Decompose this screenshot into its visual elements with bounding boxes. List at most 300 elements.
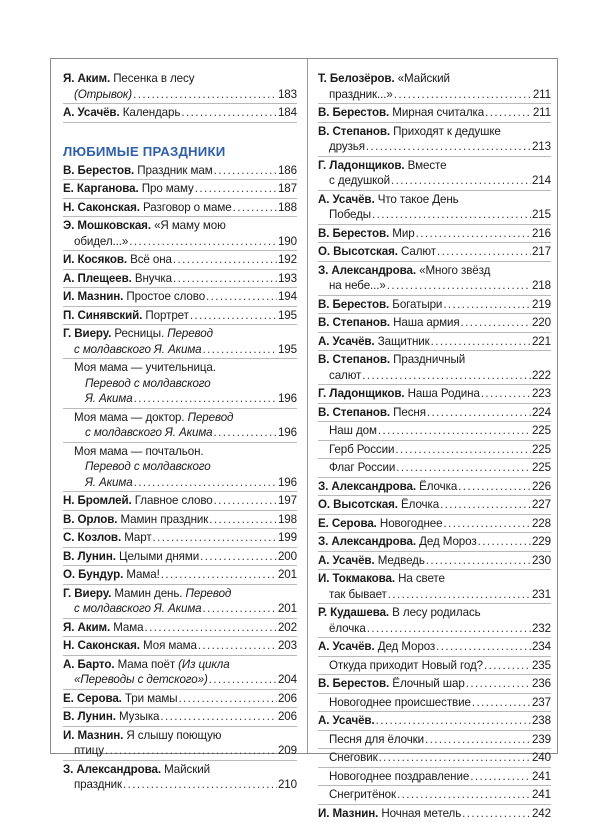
entry-text	[63, 567, 160, 583]
entry-title: Мир	[389, 227, 414, 240]
entry-title: Майский	[161, 763, 210, 776]
dot-leader	[123, 777, 277, 793]
toc-line	[63, 709, 297, 725]
author-name: В. Берестов.	[318, 227, 389, 240]
author-name: Н. Бромлей.	[63, 494, 132, 507]
page-number: 225	[532, 423, 551, 439]
entry-text	[63, 691, 177, 707]
author-name: А. Усачёв.	[318, 335, 375, 348]
author-name: Я. Аким.	[63, 72, 110, 85]
toc-line	[318, 226, 551, 242]
toc-entry	[63, 270, 297, 289]
author-name: Н. Саконская.	[63, 201, 140, 214]
entry-text	[318, 386, 480, 402]
toc-line	[318, 639, 551, 655]
page-number: 217	[532, 244, 551, 260]
entry-title: Песня	[390, 406, 426, 419]
entry-title: Моя мама — доктор.	[74, 411, 185, 424]
dot-leader	[378, 423, 531, 439]
entry-text	[63, 530, 152, 546]
entry-text	[329, 460, 395, 476]
entry-text	[318, 244, 436, 260]
entry-text	[74, 743, 104, 759]
author-name: Т. Белозёров.	[318, 72, 395, 85]
entry-title: Календарь	[120, 106, 181, 119]
toc-entry	[63, 443, 297, 493]
toc-entry	[318, 805, 551, 822]
page-number: 206	[278, 709, 297, 725]
toc-entry	[318, 314, 551, 333]
entry-title: Новогоднее поздравление	[329, 770, 469, 783]
dot-leader	[440, 497, 531, 513]
page-number: 211	[533, 87, 551, 103]
dot-leader	[105, 743, 277, 759]
entry-title: ёлочка	[329, 622, 366, 635]
entry-title: Мамин день.	[111, 587, 182, 600]
toc-line	[63, 105, 297, 121]
toc-line	[318, 587, 551, 603]
toc-line	[63, 549, 297, 565]
toc-line	[318, 263, 551, 279]
entry-title: Дед Мороз	[416, 535, 477, 548]
dot-leader	[366, 139, 531, 155]
entry-text	[318, 352, 465, 368]
entry-text	[63, 549, 199, 565]
page-number: 222	[532, 368, 551, 384]
toc-line	[318, 806, 551, 822]
page-number: 223	[532, 386, 551, 402]
entry-text	[329, 87, 393, 103]
toc-entry	[318, 441, 551, 460]
author-name: А. Усачёв.	[318, 193, 375, 206]
entry-text	[74, 672, 208, 688]
entry-text	[318, 516, 442, 532]
entry-text	[318, 105, 484, 121]
entry-title: обидел...»	[74, 235, 128, 248]
author-name: А. Барто.	[63, 658, 114, 671]
entry-text	[318, 192, 459, 208]
dot-leader	[367, 621, 531, 637]
entry-text	[85, 475, 133, 491]
entry-text	[63, 762, 210, 778]
page-number: 193	[278, 271, 297, 287]
entry-title: Мама поёт	[114, 658, 175, 671]
dot-leader	[209, 672, 277, 688]
dot-leader	[372, 207, 531, 223]
dot-leader	[462, 806, 531, 822]
toc-line	[74, 425, 297, 441]
entry-title-italic: Перевод	[185, 411, 234, 424]
toc-entry	[318, 570, 551, 604]
entry-title: Снеговик	[329, 751, 378, 764]
dot-leader	[484, 658, 531, 674]
entry-text	[74, 777, 122, 793]
entry-text	[85, 425, 213, 441]
toc-line	[318, 479, 551, 495]
entry-title: птицу	[74, 744, 104, 757]
page-number: 230	[532, 553, 551, 569]
entry-text	[329, 787, 396, 803]
page-number: 187	[278, 181, 297, 197]
dot-leader	[233, 200, 277, 216]
toc-entry	[63, 548, 297, 567]
toc-line	[318, 621, 551, 637]
toc-entry	[63, 690, 297, 709]
dot-leader	[173, 271, 277, 287]
author-name: В. Лунин.	[63, 710, 116, 723]
entry-title: Герб России	[329, 443, 394, 456]
dot-leader	[214, 163, 277, 179]
toc-entry	[63, 637, 297, 656]
author-name: В. Степанов.	[318, 316, 390, 329]
toc-line	[318, 158, 551, 174]
entry-text	[329, 423, 377, 439]
toc-line	[318, 605, 551, 621]
entry-text	[329, 750, 378, 766]
author-name: З. Александрова.	[318, 535, 416, 548]
page-number: 184	[278, 105, 297, 121]
entry-text	[329, 732, 424, 748]
entry-title-italic: «Переводы с детского»)	[74, 673, 208, 686]
toc-line	[63, 743, 297, 759]
page-number: 216	[532, 226, 551, 242]
dot-leader	[395, 442, 531, 458]
toc-right-list	[318, 70, 551, 822]
toc-line	[329, 750, 551, 766]
toc-right-column	[318, 70, 551, 822]
toc-entry	[318, 296, 551, 315]
toc-line	[329, 460, 551, 476]
author-name: Г. Ладонщиков.	[318, 159, 404, 172]
page-number: 225	[532, 460, 551, 476]
toc-line	[318, 676, 551, 692]
page-number: 224	[532, 405, 551, 421]
entry-text	[318, 806, 461, 822]
entry-title: Наша армия	[390, 316, 460, 329]
entry-title: Что такое День	[375, 193, 459, 206]
page-number: 201	[278, 567, 297, 583]
page-number: 232	[532, 621, 551, 637]
dot-leader	[206, 289, 277, 305]
toc-line	[318, 368, 551, 384]
page-number: 209	[278, 743, 297, 759]
entry-title: Ёлочка	[398, 498, 439, 511]
dot-leader	[200, 549, 277, 565]
toc-entry	[318, 786, 551, 805]
dot-leader	[203, 601, 277, 617]
toc-line	[318, 244, 551, 260]
toc-line	[63, 218, 297, 234]
page-number: 201	[278, 601, 297, 617]
page-number: 239	[532, 732, 551, 748]
dot-leader	[461, 315, 531, 331]
entry-text	[63, 512, 208, 528]
page-number: 237	[532, 695, 551, 711]
toc-line	[329, 732, 551, 748]
author-name: Е. Карганова.	[63, 182, 139, 195]
entry-text	[63, 218, 226, 234]
toc-entry	[318, 191, 551, 225]
toc-left-main-list	[63, 162, 297, 794]
toc-line	[318, 173, 551, 189]
toc-entry	[318, 533, 551, 552]
toc-entry	[318, 496, 551, 515]
toc-line	[63, 601, 297, 617]
page-number: 241	[532, 787, 551, 803]
toc-entry	[318, 552, 551, 571]
author-name: Е. Серова.	[318, 517, 377, 530]
dot-leader	[478, 534, 531, 550]
entry-title: «Майский	[395, 72, 450, 85]
toc-entry	[318, 604, 551, 638]
page-number: 242	[532, 806, 551, 822]
entry-title: Моя мама — почтальон.	[74, 445, 204, 458]
dot-leader	[153, 530, 277, 546]
author-name: Г. Ладонщиков.	[318, 387, 404, 400]
entry-text	[318, 226, 415, 242]
toc-line	[63, 728, 297, 744]
entry-text	[318, 158, 446, 174]
toc-entry	[63, 217, 297, 251]
author-name: И. Токмакова.	[318, 572, 395, 585]
page-number: 235	[532, 658, 551, 674]
entry-title: В лесу родилась	[389, 606, 481, 619]
toc-entry	[318, 404, 551, 423]
page-number: 231	[532, 587, 551, 603]
dot-leader	[134, 475, 277, 491]
page-number: 190	[278, 234, 297, 250]
page-number: 219	[532, 297, 551, 313]
entry-title: Снегритёнок	[329, 788, 396, 801]
entry-text	[74, 234, 128, 250]
toc-line	[318, 315, 551, 331]
dot-leader	[160, 709, 277, 725]
toc-entry	[318, 123, 551, 157]
entry-title: друзья	[329, 140, 365, 153]
author-name: Е. Серова.	[63, 692, 122, 705]
page-number: 197	[278, 493, 297, 509]
author-name: В. Берестов.	[318, 677, 389, 690]
toc-line	[329, 787, 551, 803]
author-name: В. Берестов.	[318, 298, 389, 311]
entry-title: Про маму	[139, 182, 194, 195]
entry-title: Внучка	[132, 272, 172, 285]
entry-title: На свете	[395, 572, 445, 585]
entry-title-italic: (Отрывок)	[74, 88, 132, 101]
entry-title-italic: с молдавского Я. Акима	[74, 343, 202, 356]
entry-text	[329, 278, 386, 294]
toc-line	[74, 410, 297, 426]
dot-leader	[425, 732, 531, 748]
entry-title: Мама	[110, 621, 143, 634]
author-name: В. Берестов.	[63, 164, 134, 177]
toc-line	[74, 391, 297, 407]
dot-leader	[214, 425, 277, 441]
author-name: В. Лунин.	[63, 550, 116, 563]
entry-text	[63, 252, 172, 268]
entry-text	[318, 676, 465, 692]
entry-text	[318, 297, 442, 313]
entry-text	[318, 534, 477, 550]
author-name: И. Мазнин.	[63, 290, 123, 303]
entry-text	[63, 728, 221, 744]
entry-title: Я слышу поющую	[123, 729, 221, 742]
dot-leader	[379, 750, 531, 766]
author-name: О. Бундур.	[63, 568, 123, 581]
toc-line	[318, 553, 551, 569]
toc-line	[318, 352, 551, 368]
toc-line	[63, 271, 297, 287]
page-number: 183	[278, 87, 297, 103]
toc-line	[329, 695, 551, 711]
toc-line	[74, 376, 297, 392]
entry-title-italic: Перевод с молдавского	[85, 460, 211, 473]
toc-entry	[63, 656, 297, 690]
toc-line	[329, 442, 551, 458]
entry-text	[63, 105, 180, 121]
page-number: 213	[532, 139, 551, 155]
page-number: 221	[532, 334, 551, 350]
entry-text	[63, 709, 159, 725]
entry-title: Мирная считалка	[389, 106, 484, 119]
dot-leader	[416, 226, 531, 242]
page-number: 195	[278, 342, 297, 358]
page-number: 229	[532, 534, 551, 550]
author-name: В. Орлов.	[63, 513, 117, 526]
entry-text	[329, 139, 365, 155]
page-number: 204	[278, 672, 297, 688]
toc-entry	[318, 638, 551, 657]
dot-leader	[431, 334, 531, 350]
dot-leader	[427, 405, 531, 421]
entry-title: Песенка в лесу	[110, 72, 194, 85]
dot-leader	[178, 691, 277, 707]
entry-title: Простое слово	[123, 290, 205, 303]
entry-text	[318, 263, 490, 279]
toc-entry	[63, 566, 297, 585]
toc-line	[63, 638, 297, 654]
page-number: 220	[532, 315, 551, 331]
entry-text	[63, 181, 194, 197]
dot-leader	[144, 620, 276, 636]
entry-text	[318, 605, 481, 621]
dot-leader	[161, 567, 277, 583]
entry-title: праздник...»	[329, 88, 393, 101]
author-name: В. Берестов.	[318, 106, 389, 119]
page-number: 211	[533, 105, 551, 121]
page-number: 188	[278, 200, 297, 216]
toc-line	[318, 571, 551, 587]
entry-text	[318, 124, 501, 140]
page-number: 214	[532, 173, 551, 189]
toc-line	[318, 334, 551, 350]
entry-text	[63, 638, 197, 654]
dot-leader	[436, 639, 531, 655]
entry-text	[318, 571, 445, 587]
entry-title-italic: Перевод с молдавского	[85, 377, 211, 390]
entry-title-italic: Перевод	[164, 327, 213, 340]
entry-title: Ночная метель	[378, 807, 461, 820]
entry-text	[74, 410, 233, 426]
entry-title-italic: Я. Акима	[85, 392, 133, 405]
toc-entry	[318, 104, 551, 123]
dot-leader	[481, 386, 531, 402]
entry-text	[329, 587, 387, 603]
entry-title: Дед Мороз	[375, 640, 436, 653]
author-name: А. Усачёв.	[63, 106, 120, 119]
page-number: 215	[532, 207, 551, 223]
entry-title: Медведь	[375, 554, 425, 567]
author-name: А. Усачёв.	[318, 714, 375, 727]
toc-entry	[318, 157, 551, 191]
author-name: В. Степанов.	[318, 125, 390, 138]
column-divider	[307, 59, 308, 753]
page-number: 186	[278, 163, 297, 179]
dot-leader	[458, 479, 531, 495]
toc-entry	[63, 162, 297, 181]
entry-text	[329, 442, 394, 458]
entry-title-italic: Я. Акима	[85, 476, 133, 489]
page-number: 236	[532, 676, 551, 692]
dot-leader	[443, 516, 530, 532]
toc-line	[63, 672, 297, 688]
entry-text	[74, 444, 204, 460]
toc-line	[63, 512, 297, 528]
page-number: 203	[278, 638, 297, 654]
toc-entry	[63, 359, 297, 409]
toc-entry	[318, 333, 551, 352]
page-number: 196	[278, 391, 297, 407]
toc-line	[318, 386, 551, 402]
author-name: С. Козлов.	[63, 531, 121, 544]
entry-title: Салют	[398, 245, 436, 258]
section-title: ЛЮБИМЫЕ ПРАЗДНИКИ	[63, 142, 297, 162]
entry-title: на небе...»	[329, 279, 386, 292]
toc-line	[329, 658, 551, 674]
dot-leader	[173, 252, 277, 268]
toc-line	[63, 181, 297, 197]
entry-text	[63, 326, 213, 342]
toc-left-top-list	[63, 70, 297, 123]
entry-text	[318, 713, 375, 729]
toc-line	[318, 139, 551, 155]
page-number: 210	[278, 777, 297, 793]
entry-text	[63, 163, 213, 179]
entry-text	[63, 493, 213, 509]
entry-title: Флаг России	[329, 461, 395, 474]
page-number: 198	[278, 512, 297, 528]
entry-text	[318, 639, 435, 655]
toc-entry	[318, 70, 551, 104]
toc-line	[63, 691, 297, 707]
toc-line	[63, 777, 297, 793]
entry-text	[318, 553, 425, 569]
toc-line	[318, 207, 551, 223]
entry-title: салют	[329, 369, 361, 382]
entry-text	[318, 315, 460, 331]
entry-title: Новогоднее	[377, 517, 443, 530]
author-name: А. Плещеев.	[63, 272, 132, 285]
toc-line	[74, 444, 297, 460]
page-number: 195	[278, 308, 297, 324]
page-number: 225	[532, 442, 551, 458]
toc-line	[63, 567, 297, 583]
dot-leader	[485, 105, 532, 121]
toc-entry	[318, 478, 551, 497]
toc-line	[318, 87, 551, 103]
entry-text	[329, 621, 366, 637]
entry-text	[85, 391, 133, 407]
